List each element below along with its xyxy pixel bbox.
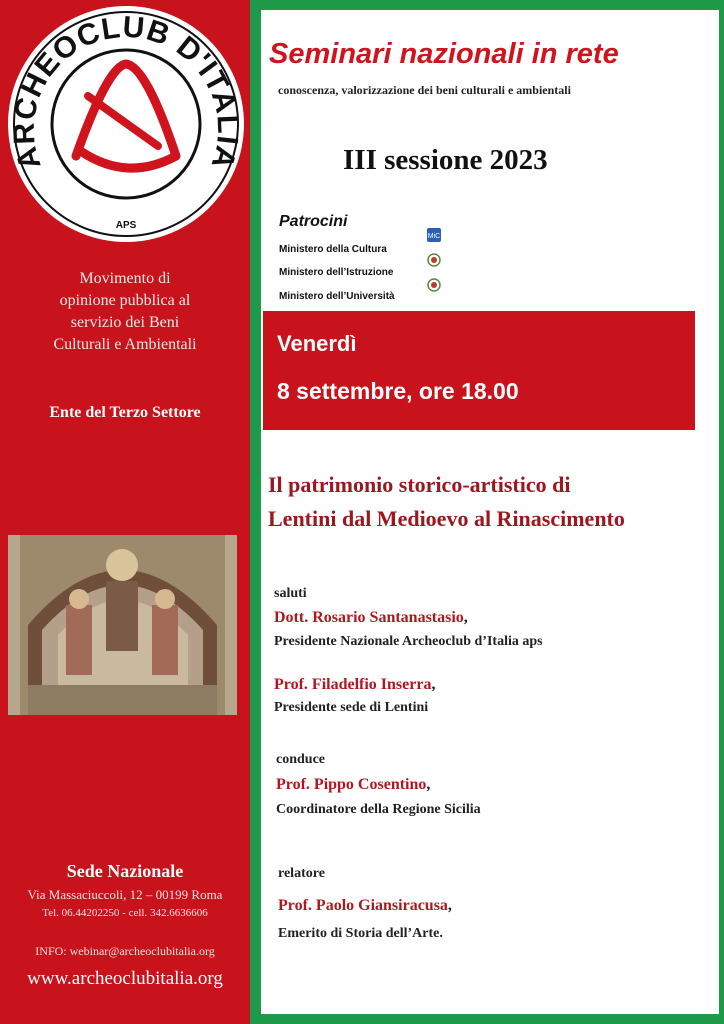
speaker-name: Prof. Pippo Cosentino, xyxy=(276,776,431,793)
movement-line: Culturali e Ambientali xyxy=(53,336,197,353)
left-panel xyxy=(0,0,250,1024)
movement-line: opinione pubblica al xyxy=(59,292,191,309)
fresco-image xyxy=(8,535,237,715)
mic-logo-icon xyxy=(427,228,441,242)
speaker-name: Prof. Paolo Giansiracusa, xyxy=(278,897,452,914)
logo-aps: APS xyxy=(115,220,137,231)
patrocini-label: Patrocini xyxy=(279,213,348,230)
info-email[interactable]: INFO: webinar@archeoclubitalia.org xyxy=(35,944,215,958)
telephone: Tel. 06.44202250 - cell. 342.6636606 xyxy=(42,907,208,919)
movement-line: Movimento di xyxy=(79,270,171,287)
movement-line: servizio dei Beni xyxy=(70,314,180,331)
ministry-university: Ministero dell’Università xyxy=(279,291,395,302)
ministry-education: Ministero dell’Istruzione xyxy=(279,267,394,278)
event-day: Venerdì xyxy=(277,331,357,356)
speaker-role: Emerito di Storia dell’Arte. xyxy=(278,926,443,941)
saluti-label: saluti xyxy=(274,586,307,601)
sede-title: Sede Nazionale xyxy=(66,861,184,881)
speaker-name: Prof. Filadelfio Inserra, xyxy=(274,676,436,693)
relatore-label: relatore xyxy=(278,866,325,881)
session-label: III sessione 2023 xyxy=(343,144,548,176)
event-date: 8 settembre, ore 18.00 xyxy=(277,378,519,404)
talk-title xyxy=(268,468,625,536)
speaker-name: Dott. Rosario Santanastasio, xyxy=(274,609,468,626)
movement-text xyxy=(0,268,250,356)
svg-text:MiC: MiC xyxy=(427,233,441,240)
speaker-role: Coordinatore della Regione Sicilia xyxy=(276,802,481,817)
archeoclub-logo xyxy=(8,6,244,242)
main-content xyxy=(261,10,719,1014)
speaker-role: Presidente sede di Lentini xyxy=(274,700,429,715)
address: Via Massaciuccoli, 12 – 00199 Roma xyxy=(27,887,223,902)
date-banner xyxy=(263,311,695,430)
logo-graphic xyxy=(8,6,244,242)
talk-title-line: Il patrimonio storico-artistico di xyxy=(268,472,571,497)
ets-label: Ente del Terzo Settore xyxy=(49,404,201,421)
logo-text: ARCHEOCLUB D'ITALIA xyxy=(8,10,244,174)
website-link[interactable]: www.archeoclubitalia.org xyxy=(27,968,223,989)
conduce-label: conduce xyxy=(276,752,325,767)
seminar-title: Seminari nazionali in rete xyxy=(269,38,619,70)
ministry-culture: Ministero della Cultura xyxy=(279,244,387,255)
talk-title-line: Lentini dal Medioevo al Rinascimento xyxy=(268,506,625,531)
speaker-role: Presidente Nazionale Archeoclub d’Italia aps xyxy=(274,634,543,649)
emblem-icon xyxy=(427,253,441,267)
seminar-subtitle: conoscenza, valorizzazione dei beni culturali e ambientali xyxy=(278,83,571,97)
emblem-icon xyxy=(427,278,441,292)
